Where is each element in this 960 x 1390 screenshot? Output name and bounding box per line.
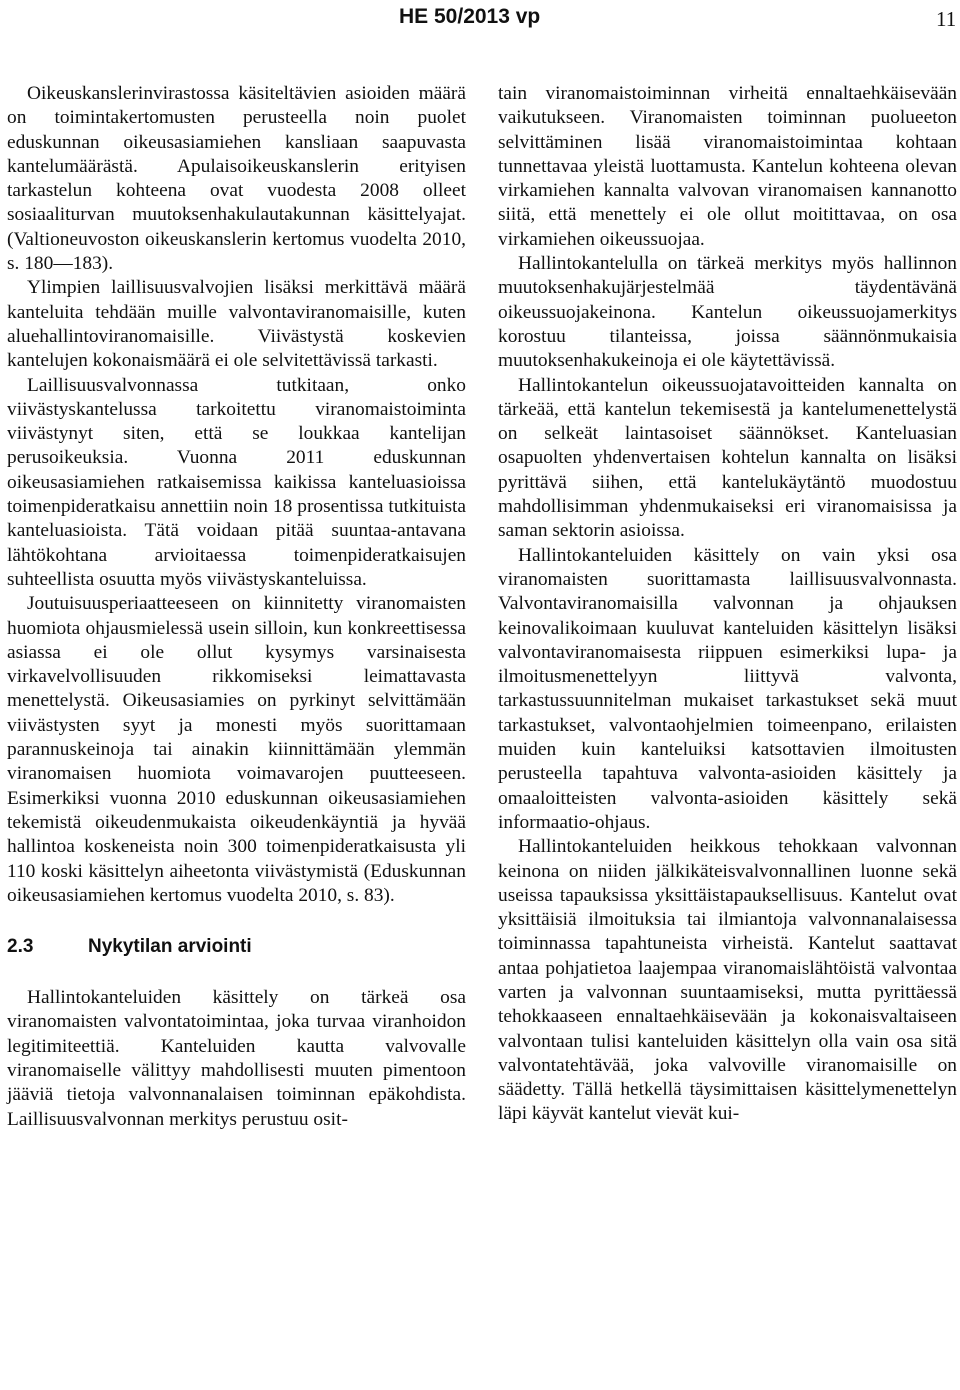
section-number: 2.3 xyxy=(7,936,34,958)
paragraph: Laillisuusvalvonnassa tutkitaan, onko viivästyskantelussa tarkoitettu viranomaistoiminta viivästynyt siten, että se loukkaa kantelijan perusoikeuksia. Vuonna 2011 eduskunnan oikeusasiamiehen ratkaisemissa kaikissa kanteluasioissa toimenpideratkaisu annettiin noin 18 prosentissa tutkituista kanteluasioista. Tätä voidaan pitää suuntaa-antavana lähtökohtana arvioitaessa toimenpideratkaisujen suhteellista osuutta myös viivästyskanteluissa. xyxy=(7,374,466,590)
section-heading xyxy=(7,935,466,959)
paragraph: Hallintokanteluiden heikkous tehokkaan valvonnan keinona on niiden jälkikäteisvalvonnallinen luonne sekä useissa tapauksissa yksittäistapauksellisuus. Kantelut ovat yksittäisiä ilmoituksia tai ilmiantoja valvonnanalaisessa toiminnassa tapahtuneista virheistä. Kantelut saattavat antaa pohjatietoa laajempaa viranomaislähtöistä valvontaa varten ja valvonnan suuntaamiseksi, mutta pyrittäessä tehokkaaseen ennaltaehkäisevään ja kokonaisvaltaiseen valvontaan tulisi kanteluiden käsittelyn olla vain osa sitä valvontatehtävää, joka valvoville viranomaisille on säädetty. Tällä hetkellä täysimittaisen käsittelymenettelyn läpi käyvät kantelut vievät kui- xyxy=(498,836,957,1125)
paragraph: Ylimpien laillisuusvalvojien lisäksi merkittävä määrä kanteluita tehdään muille valvontaviranomaisille, kuten aluehallintoviranomaisille. Viivästystä koskevien kantelujen kokonaismäärä ei ole selvitettävissä tarkasti. xyxy=(7,277,466,372)
paragraph: Hallintokantelun oikeussuojatavoitteiden kannalta on tärkeää, että kantelun tekemisestä ja kantelumenettelystä on selkeät laintasoiset säännökset. Kanteluasian osapuolten yhdenvertaisen kohtelun kannalta on lisäksi pyrittävä siihen, että kantelukäytäntö muodostuu mahdollisimman yhdenmukaiseksi eri viranomaisissa ja saman sektorin asioissa. xyxy=(498,374,957,542)
section-title: Nykytilan arviointi xyxy=(88,936,252,958)
page-number: 11 xyxy=(936,7,957,31)
paragraph: Hallintokanteluiden käsittely on vain yksi osa viranomaisten suorittamasta laillisuusvalvonnasta. Valvontaviranomaisilla valvonnan ja ohjauksen keinovalikoimaan kuuluvat kanteluiden käsittelyn lisäksi valvontaviranomaisesta riippuen esimerkiksi lupa- ja ilmoitusmenettelyyn liittyvä valvonta, tarkastussuunnitelman mukaiset tarkastukset sekä muut tarkastukset, valvontaohjelmien toimeenpano, erilaisten muiden kuin kanteluiksi katsottavien ilmoitusten perusteella tapahtuva valvonta-asioiden käsittely ja omaaloitteisten valvonta-asioiden käsittely sekä informaatio-ohjaus. xyxy=(498,544,957,833)
paragraph: Joutuisuusperiaatteeseen on kiinnitetty viranomaisten huomiota ohjausmielessä usein silloin, kun konkreettisessa asiassa ei ole ollut kysymys varsinaisesta virkavelvollisuuden rikkomiseksi leimattavasta menettelystä. Oikeusasiamies on pyrkinyt selvittämään viivästysten syyt ja monesti myös suorittamaan parannuskeinoja tai ainakin kiinnittämään ylemmän viranomaisen huomiota voimavarojen puutteeseen. Esimerkiksi vuonna 2010 eduskunnan oikeusasiamiehen tekemistä oikeudenmukaista oikeudenkäyntiä ja hyvää hallintoa koskeneista noin 300 toimenpideratkaisusta yli 110 koski käsittelyn aiheetonta viivästymistä (Eduskunnan oikeusasiamiehen kertomus vuodelta 2010, s. 83). xyxy=(7,593,466,906)
page-header xyxy=(0,0,960,40)
left-column xyxy=(7,82,466,1132)
paragraph: Hallintokantelulla on tärkeä merkitys myös hallinnon muutoksenhakujärjestelmää täydentävänä oikeussuojakeinona. Kantelun oikeussuojamerkitys korostuu tilanteissa, joissa säännönmukaisia muutoksenhakukeinoja ei ole käytettävissä. xyxy=(498,253,957,372)
right-column xyxy=(498,82,957,1127)
paragraph: Hallintokanteluiden käsittely on tärkeä osa viranomaisten valvontatoimintaa, joka turvaa viranhoidon legitimiteettiä. Kanteluiden kautta valvovalle viranomaiselle välittyy mahdollisesti muuten pimentoon jääviä tietoja valvonnanalaisen toiminnan epäkohdista. Laillisuusvalvonnan merkitys perustuu osit- xyxy=(7,987,466,1130)
paragraph: tain viranomaistoiminnan virheitä ennaltaehkäisevään vaikutukseen. Viranomaisten toiminnan puolueeton selvittäminen lisää viranomaistoimintaa kohtaan tunnettavaa yleistä luottamusta. Kantelun kohteena olevan virkamiehen kannalta valvovan viranomaisen kannanotto siitä, että menettely ei ole ollut moitittavaa, on osa virkamiehen oikeussuojaa. xyxy=(498,83,957,250)
document-id: HE 50/2013 vp xyxy=(399,5,541,28)
paragraph: Oikeuskanslerinvirastossa käsiteltävien asioiden määrä on toimintakertomusten perusteella noin puolet eduskunnan oikeusasiamiehen kansliaan saapuvasta kantelumäärästä. Apulaisoikeuskanslerin erityisen tarkastelun kohteena ovat vuodesta 2008 olleet sosiaaliturvan muutoksenhakulautakunnan käsittelyajat. (Valtioneuvoston oikeuskanslerin kertomus vuodelta 2010, s. 180—183). xyxy=(7,83,466,275)
